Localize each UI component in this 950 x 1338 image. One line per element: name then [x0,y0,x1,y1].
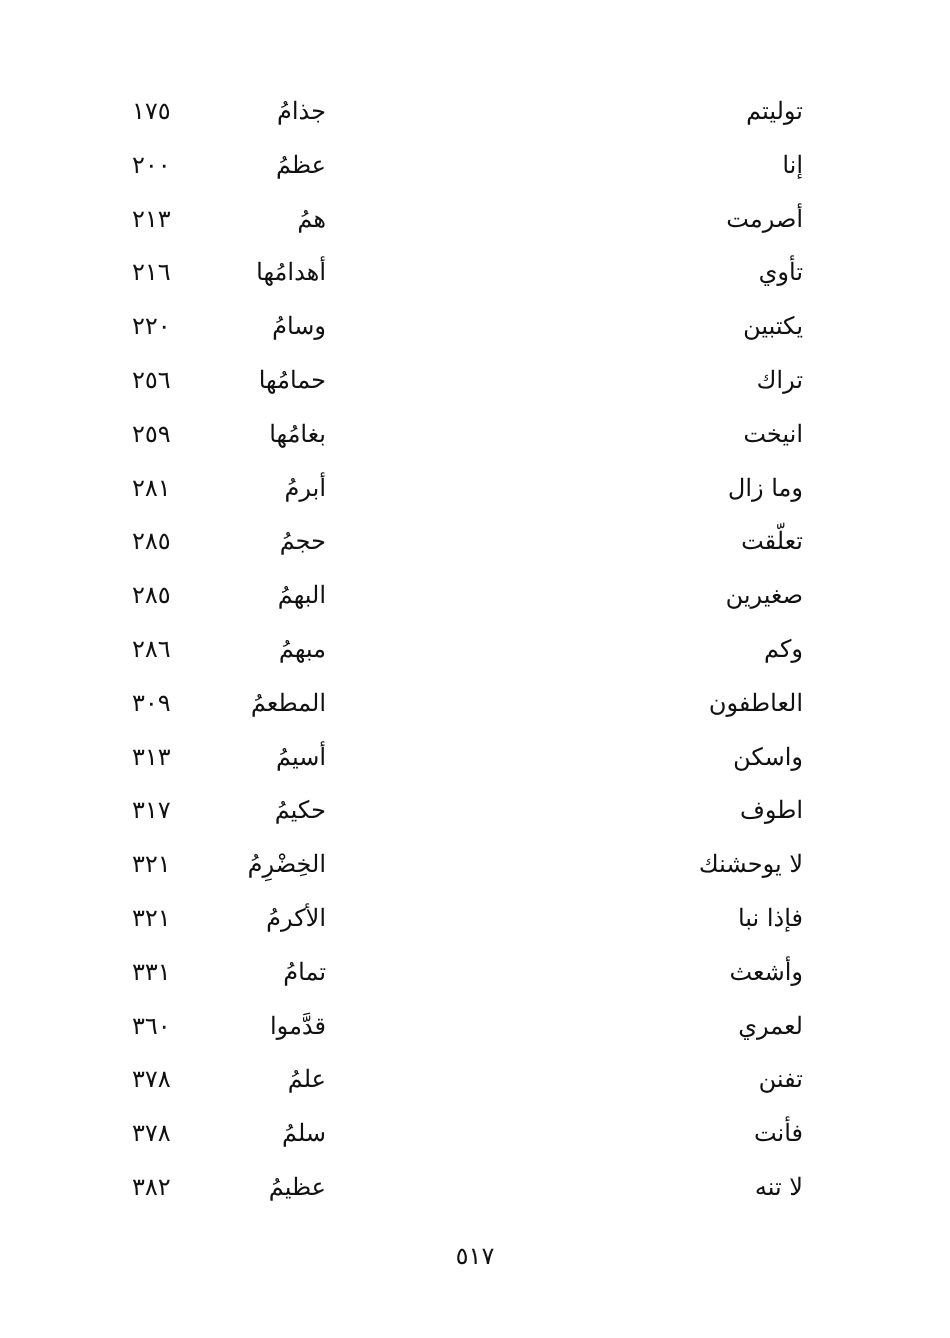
list-item [0,407,950,461]
list-item [0,891,950,945]
entry-opening-word: انيخت [743,419,803,448]
entry-page-number: ٢٨٥ [132,581,171,610]
entry-page-number: ٣٧٨ [132,1065,171,1094]
entry-rhyme-word: الخِضْرِمُ [247,850,326,879]
list-item [0,676,950,730]
list-item [0,192,950,246]
entry-opening-word: صغيرين [725,581,803,610]
entry-page-number: ٢٨٦ [132,634,171,663]
entry-rhyme-word: البهمُ [277,581,326,610]
list-item [0,999,950,1053]
entry-opening-word: لعمري [738,1011,803,1040]
list-item [0,730,950,784]
entry-page-number: ٣١٧ [132,796,171,825]
entry-opening-word: توليتم [746,97,803,125]
entry-opening-word: تعلّقت [741,527,803,556]
entry-rhyme-word: عظيمُ [268,1172,326,1201]
entry-rhyme-word: مبهمُ [278,634,326,663]
entry-rhyme-word: قدَّموا [270,1011,326,1040]
entry-page-number: ٢٨٥ [132,527,171,556]
entry-opening-word: لا تنه [754,1172,803,1201]
entry-page-number: ٣٧٨ [132,1119,171,1148]
entry-opening-word: وكم [764,634,803,663]
entry-page-number: ٣٠٩ [132,688,171,717]
entry-rhyme-word: بغامُها [269,419,326,448]
page-footer-number: ٥١٧ [455,1242,495,1270]
entry-opening-word: تراك [756,365,803,394]
list-item [0,1160,950,1214]
entry-rhyme-word: أهدامُها [256,258,326,287]
list-item [0,245,950,299]
entry-opening-word: فإذا نبا [737,903,803,932]
list-item [0,299,950,353]
entry-rhyme-word: الأكرمُ [266,903,326,932]
entry-rhyme-word: تمامُ [283,957,326,986]
list-item [0,1106,950,1160]
entry-rhyme-word: حجمُ [279,527,326,556]
entry-opening-word: واسكن [733,742,803,771]
entry-opening-word: تأوي [758,258,803,287]
entry-rhyme-word: سلمُ [281,1119,326,1148]
entry-page-number: ٣٦٠ [132,1011,171,1040]
entry-opening-word: اطوف [739,796,803,825]
list-item [0,837,950,891]
list-item [0,622,950,676]
entry-opening-word: العاطفون [708,688,803,717]
entry-page-number: ٢٥٩ [132,419,171,448]
entry-page-number: ٢١٦ [132,258,171,287]
entry-opening-word: أصرمت [726,204,803,233]
entry-page-number: ٢١٣ [132,204,171,233]
entry-page-number: ٢٢٠ [132,312,171,341]
entry-rhyme-word: حمامُها [258,365,326,394]
list-item [0,138,950,192]
list-item [0,461,950,515]
entry-page-number: ١٧٥ [132,97,171,125]
list-item [0,353,950,407]
list-item [0,84,950,138]
list-item [0,783,950,837]
entry-rhyme-word: أبرمُ [284,473,326,502]
entry-opening-word: تفنن [758,1065,803,1094]
entry-rhyme-word: علمُ [287,1065,326,1094]
entry-page-number: ٣٨٢ [132,1172,171,1201]
entry-opening-word: إنا [782,150,803,179]
entry-opening-word: يكتبين [743,312,803,341]
list-item [0,514,950,568]
entry-opening-word: لا يوحشنك [698,850,803,879]
entry-page-number: ٣١٣ [132,742,171,771]
list-item [0,945,950,999]
entry-rhyme-word: عظمُ [276,150,326,179]
list-item [0,1052,950,1106]
entry-page-number: ٣٢١ [132,850,171,879]
entry-rhyme-word: همُ [297,204,326,233]
entry-opening-word: فأنت [753,1119,803,1148]
entry-opening-word: وما زال [727,473,803,502]
list-item [0,568,950,622]
entry-page-number: ٢٥٦ [132,365,171,394]
entry-rhyme-word: حكيمُ [274,796,326,825]
entry-opening-word: وأشعث [729,957,803,986]
entry-page-number: ٣٣١ [132,957,171,986]
entry-rhyme-word: المطعمُ [250,688,326,717]
entry-rhyme-word: وسامُ [272,312,326,341]
rhyme-index-list [0,84,950,1214]
entry-page-number: ٣٢١ [132,903,171,932]
entry-page-number: ٢٠٠ [132,150,171,179]
entry-rhyme-word: جذامُ [277,97,326,125]
entry-rhyme-word: أسيمُ [276,742,326,771]
entry-page-number: ٢٨١ [132,473,171,502]
